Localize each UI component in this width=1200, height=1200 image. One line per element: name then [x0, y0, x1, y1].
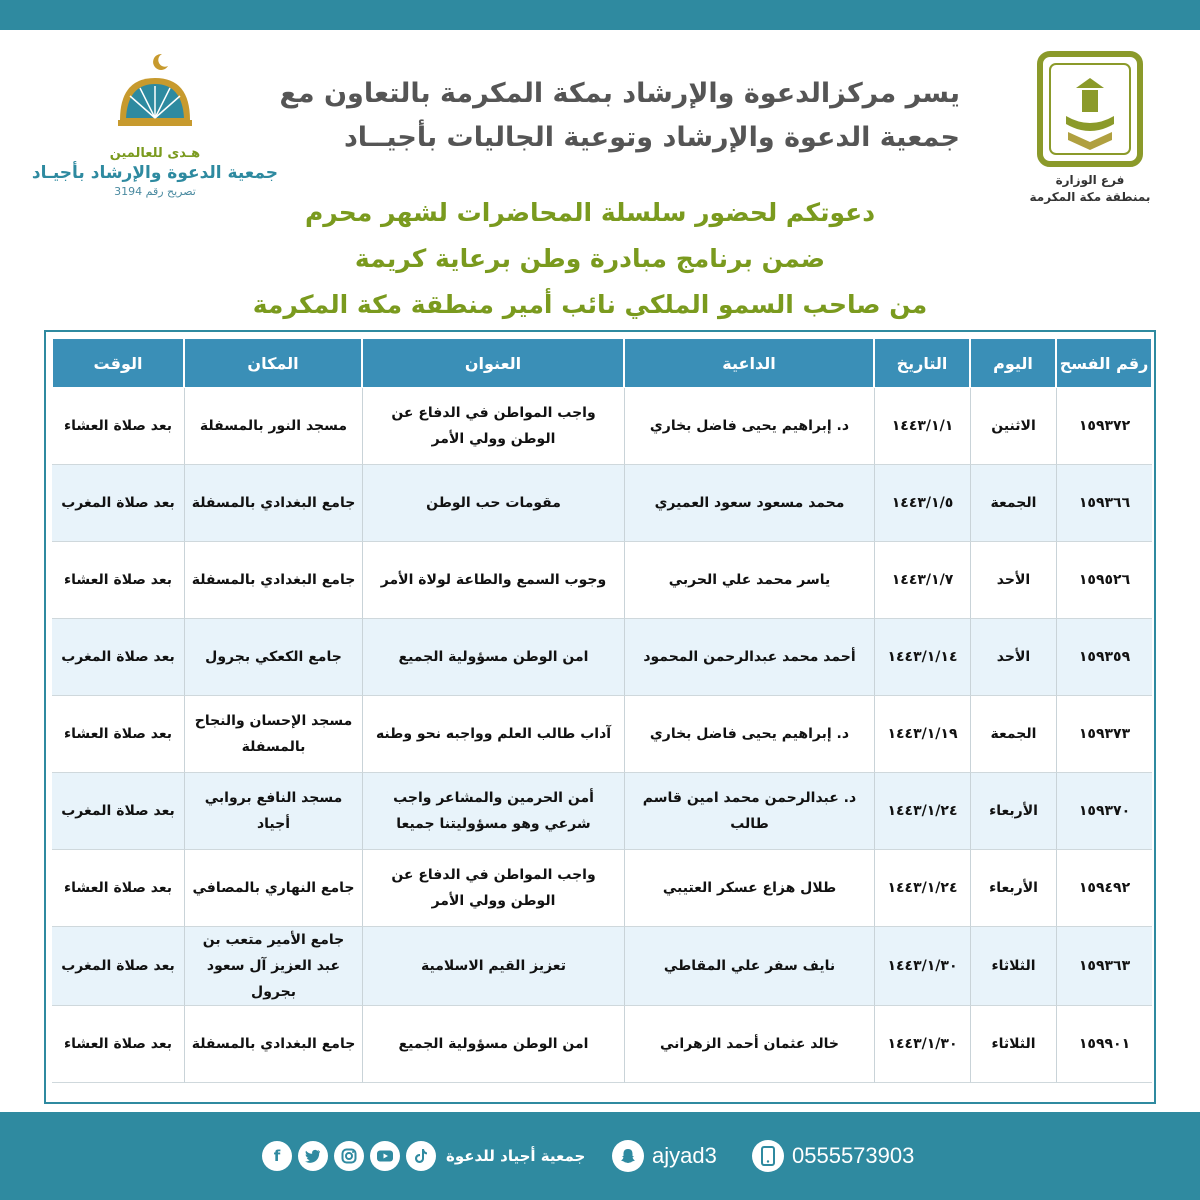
- ministry-caption-1: فرع الوزارة: [1055, 173, 1125, 187]
- cell-time: بعد صلاة العشاء: [52, 388, 184, 465]
- cell-place: جامع البغدادي بالمسفلة: [184, 465, 362, 542]
- cell-title: مقومات حب الوطن: [362, 465, 624, 542]
- cell-date: ١٤٤٣/١/٣٠: [874, 1006, 970, 1083]
- cell-time: بعد صلاة العشاء: [52, 542, 184, 619]
- header-time: الوقت: [52, 338, 184, 388]
- cell-day: الثلاثاء: [970, 927, 1056, 1006]
- cell-date: ١٤٤٣/١/٣٠: [874, 927, 970, 1006]
- cell-lecturer: د. إبراهيم يحيى فاضل بخاري: [624, 696, 874, 773]
- cell-day: الأحد: [970, 619, 1056, 696]
- cell-title: تعزيز القيم الاسلامية: [362, 927, 624, 1006]
- cell-permit-number: ١٥٩٣٧٣: [1056, 696, 1152, 773]
- cell-place: جامع البغدادي بالمسفلة: [184, 1006, 362, 1083]
- association-logo: [30, 48, 280, 198]
- cell-day: الأحد: [970, 542, 1056, 619]
- cell-place: مسجد النور بالمسفلة: [184, 388, 362, 465]
- cell-title: وجوب السمع والطاعة لولاة الأمر: [362, 542, 624, 619]
- top-accent-bar: [0, 0, 1200, 30]
- table-row: [52, 388, 1152, 465]
- facebook-icon[interactable]: f: [262, 1141, 292, 1171]
- header-title: العنوان: [362, 338, 624, 388]
- cell-lecturer: د. عبدالرحمن محمد امين قاسم طالب: [624, 773, 874, 850]
- cell-date: ١٤٤٣/١/٧: [874, 542, 970, 619]
- cell-date: ١٤٤٣/١/٥: [874, 465, 970, 542]
- phone-number: 0555573903: [792, 1143, 915, 1168]
- header-lecturer: الداعية: [624, 338, 874, 388]
- cell-title: واجب المواطن في الدفاع عن الوطن وولي الأمر: [362, 850, 624, 927]
- cell-place: جامع النهاري بالمصافي: [184, 850, 362, 927]
- header-line-2: جمعية الدعوة والإرشاد وتوعية الجاليات بأجيــاد: [343, 122, 960, 153]
- cell-time: بعد صلاة المغرب: [52, 465, 184, 542]
- cell-place: جامع الأمير متعب بن عبد العزيز آل سعود بجرول: [184, 927, 362, 1006]
- instagram-icon[interactable]: [334, 1141, 364, 1171]
- header-text: [279, 72, 960, 160]
- cell-lecturer: أحمد محمد عبدالرحمن المحمود: [624, 619, 874, 696]
- snapchat-handle: ajyad3: [652, 1143, 717, 1168]
- ministry-logo: [1020, 50, 1160, 206]
- ministry-seal-icon: [1036, 50, 1144, 168]
- header-place: المكان: [184, 338, 362, 388]
- cell-lecturer: طلال هزاع عسكر العتيبي: [624, 850, 874, 927]
- cell-place: مسجد الإحسان والنجاح بالمسفلة: [184, 696, 362, 773]
- cell-place: مسجد النافع بروابي أجياد: [184, 773, 362, 850]
- table-row: [52, 619, 1152, 696]
- schedule-table-frame: [44, 330, 1156, 1104]
- cell-place: جامع البغدادي بالمسفلة: [184, 542, 362, 619]
- cell-lecturer: د. إبراهيم يحيى فاضل بخاري: [624, 388, 874, 465]
- cell-date: ١٤٤٣/١/١٤: [874, 619, 970, 696]
- cell-lecturer: ياسر محمد علي الحربي: [624, 542, 874, 619]
- cell-time: بعد صلاة العشاء: [52, 850, 184, 927]
- cell-time: بعد صلاة العشاء: [52, 696, 184, 773]
- cell-date: ١٤٤٣/١/١٩: [874, 696, 970, 773]
- cell-time: بعد صلاة المغرب: [52, 927, 184, 1006]
- cell-date: ١٤٤٣/١/٢٤: [874, 850, 970, 927]
- cell-day: الثلاثاء: [970, 1006, 1056, 1083]
- social-links: [262, 1131, 585, 1181]
- snapchat-icon: [612, 1140, 644, 1172]
- snapchat-contact[interactable]: [612, 1131, 717, 1181]
- cell-permit-number: ١٥٩٣٧٢: [1056, 388, 1152, 465]
- ministry-caption-2: بمنطقة مكة المكرمة: [1029, 190, 1151, 204]
- phone-icon: [752, 1140, 784, 1172]
- cell-permit-number: ١٥٩٣٧٠: [1056, 773, 1152, 850]
- cell-lecturer: محمد مسعود سعود العميري: [624, 465, 874, 542]
- cell-lecturer: خالد عثمان أحمد الزهراني: [624, 1006, 874, 1083]
- cell-title: امن الوطن مسؤولية الجميع: [362, 619, 624, 696]
- table-row: [52, 542, 1152, 619]
- invitation-line-1: دعوتكم لحضور سلسلة المحاضرات لشهر محرم: [304, 198, 876, 227]
- table-row: [52, 696, 1152, 773]
- cell-permit-number: ١٥٩٥٢٦: [1056, 542, 1152, 619]
- account-name: جمعية أجياد للدعوة: [446, 1147, 586, 1165]
- cell-day: الجمعة: [970, 465, 1056, 542]
- cell-day: الاثنين: [970, 388, 1056, 465]
- lecture-schedule-table: [52, 338, 1152, 1083]
- cell-day: الأربعاء: [970, 850, 1056, 927]
- cell-lecturer: نايف سفر علي المقاطي: [624, 927, 874, 1006]
- table-row: [52, 773, 1152, 850]
- cell-date: ١٤٤٣/١/٢٤: [874, 773, 970, 850]
- tiktok-icon[interactable]: [406, 1141, 436, 1171]
- cell-title: أمن الحرمين والمشاعر واجب شرعي وهو مسؤوليتنا جميعا: [362, 773, 624, 850]
- header-day: اليوم: [970, 338, 1056, 388]
- cell-permit-number: ١٥٩٣٥٩: [1056, 619, 1152, 696]
- cell-permit-number: ١٥٩٣٦٣: [1056, 927, 1152, 1006]
- association-tagline: هـدى للعالمين: [109, 146, 201, 161]
- cell-date: ١٤٤٣/١/١: [874, 388, 970, 465]
- youtube-icon[interactable]: [370, 1141, 400, 1171]
- cell-title: امن الوطن مسؤولية الجميع: [362, 1006, 624, 1083]
- twitter-icon[interactable]: [298, 1141, 328, 1171]
- table-header-row: [52, 338, 1152, 388]
- association-license: تصريح رقم 3194: [114, 185, 196, 198]
- invitation-text: [200, 190, 980, 328]
- table-row: [52, 850, 1152, 927]
- header-line-1: يسر مركزالدعوة والإرشاد بمكة المكرمة بالتعاون مع: [279, 78, 960, 109]
- invitation-line-3: من صاحب السمو الملكي نائب أمير منطقة مكة المكرمة: [252, 290, 928, 319]
- association-name: جمعية الدعوة والإرشاد بأجيـاد: [31, 163, 279, 183]
- association-dome-icon: [30, 48, 280, 152]
- table-row: [52, 927, 1152, 1006]
- cell-title: آداب طالب العلم وواجبه نحو وطنه: [362, 696, 624, 773]
- footer-contacts: [0, 1131, 1200, 1181]
- cell-day: الأربعاء: [970, 773, 1056, 850]
- table-row: [52, 465, 1152, 542]
- header-date: التاريخ: [874, 338, 970, 388]
- cell-day: الجمعة: [970, 696, 1056, 773]
- invitation-line-2: ضمن برنامج مبادرة وطن برعاية كريمة: [354, 244, 826, 273]
- cell-time: بعد صلاة المغرب: [52, 773, 184, 850]
- cell-time: بعد صلاة العشاء: [52, 1006, 184, 1083]
- cell-time: بعد صلاة المغرب: [52, 619, 184, 696]
- table-row: [52, 1006, 1152, 1083]
- cell-permit-number: ١٥٩٣٦٦: [1056, 465, 1152, 542]
- cell-title: واجب المواطن في الدفاع عن الوطن وولي الأمر: [362, 388, 624, 465]
- cell-place: جامع الكعكي بجرول: [184, 619, 362, 696]
- header-permit-number: رقم الفسح: [1056, 338, 1152, 388]
- cell-permit-number: ١٥٩٤٩٢: [1056, 850, 1152, 927]
- phone-contact[interactable]: [752, 1131, 914, 1181]
- cell-permit-number: ١٥٩٩٠١: [1056, 1006, 1152, 1083]
